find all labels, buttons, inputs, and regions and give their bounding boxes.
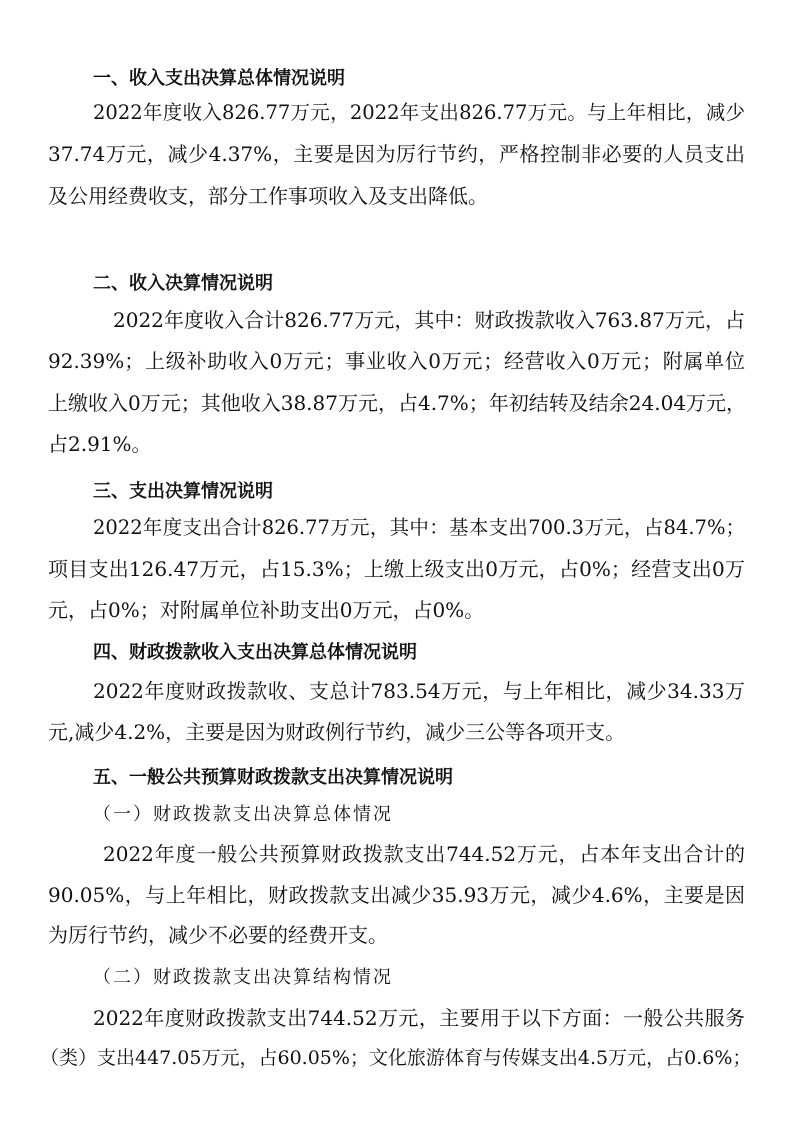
section-5-sub-1-line-2: 90.05%，与上年相比，财政拨款支出减少35.93万元，减少4.6%，主要是因 [48, 883, 745, 907]
section-2-line-3: 上缴收入0万元；其他收入38.87万元，占4.7%；年初结转及结余24.04万元， [48, 391, 747, 415]
section-3-line-1: 2022年度支出合计826.77万元，其中：基本支出700.3万元，占84.7%； [93, 516, 745, 539]
section-1-line-3: 及公用经费收支，部分工作事项收入及支出降低。 [48, 184, 488, 208]
section-3-title: 三、支出决算情况说明 [93, 481, 273, 502]
section-1-line-1: 2022年度收入826.77万元，2022年支出826.77万元。与上年相比，减少 [93, 101, 745, 124]
section-5-sub-1-line-1: 2022年度一般公共预算财政拨款支出744.52万元，占本年支出合计的 [103, 842, 745, 866]
section-4-line-2: 元,减少4.2%，主要是因为财政例行节约，减少三公等各项开支。 [48, 720, 626, 744]
section-5-sub-2-line-1: 2022年度财政拨款支出744.52万元，主要用于以下方面：一般公共服务 [93, 1006, 745, 1030]
section-2-line-1: 2022年度收入合计826.77万元，其中：财政拨款收入763.87万元，占 [113, 308, 745, 332]
section-2-line-4: 占2.91%。 [48, 432, 152, 456]
section-4-line-1: 2022年度财政拨款收、支总计783.54万元，与上年相比，减少34.33万 [93, 679, 745, 703]
section-5-sub-1-title: （一）财政拨款支出决算总体情况 [93, 804, 393, 825]
section-2-title: 二、收入决算情况说明 [93, 273, 273, 294]
section-1-line-2: 37.74万元，减少4.37%，主要是因为厉行节约，严格控制非必要的人员支出 [48, 142, 745, 166]
section-5-title: 五、一般公共预算财政拨款支出决算情况说明 [93, 767, 453, 788]
section-1-title: 一、收入支出决算总体情况说明 [93, 68, 345, 89]
section-5-sub-2-title: （二）财政拨款支出决算结构情况 [93, 967, 393, 988]
section-5-sub-1-line-3: 为厉行节约，减少不必要的经费开支。 [48, 923, 388, 947]
section-4-title: 四、财政拨款收入支出决算总体情况说明 [93, 642, 417, 663]
section-5-sub-2-line-2: （类）支出447.05万元，占60.05%；文化旅游体育与传媒支出4.5万元，占0.6%； [40, 1047, 752, 1069]
section-3-line-2: 项目支出126.47万元，占15.3%；上缴上级支出0万元，占0%；经营支出0万 [48, 557, 745, 581]
section-2-line-2: 92.39%；上级补助收入0万元；事业收入0万元；经营收入0万元；附属单位 [48, 349, 745, 373]
section-3-line-3: 元，占0%；对附属单位补助支出0万元，占0%。 [48, 598, 485, 622]
